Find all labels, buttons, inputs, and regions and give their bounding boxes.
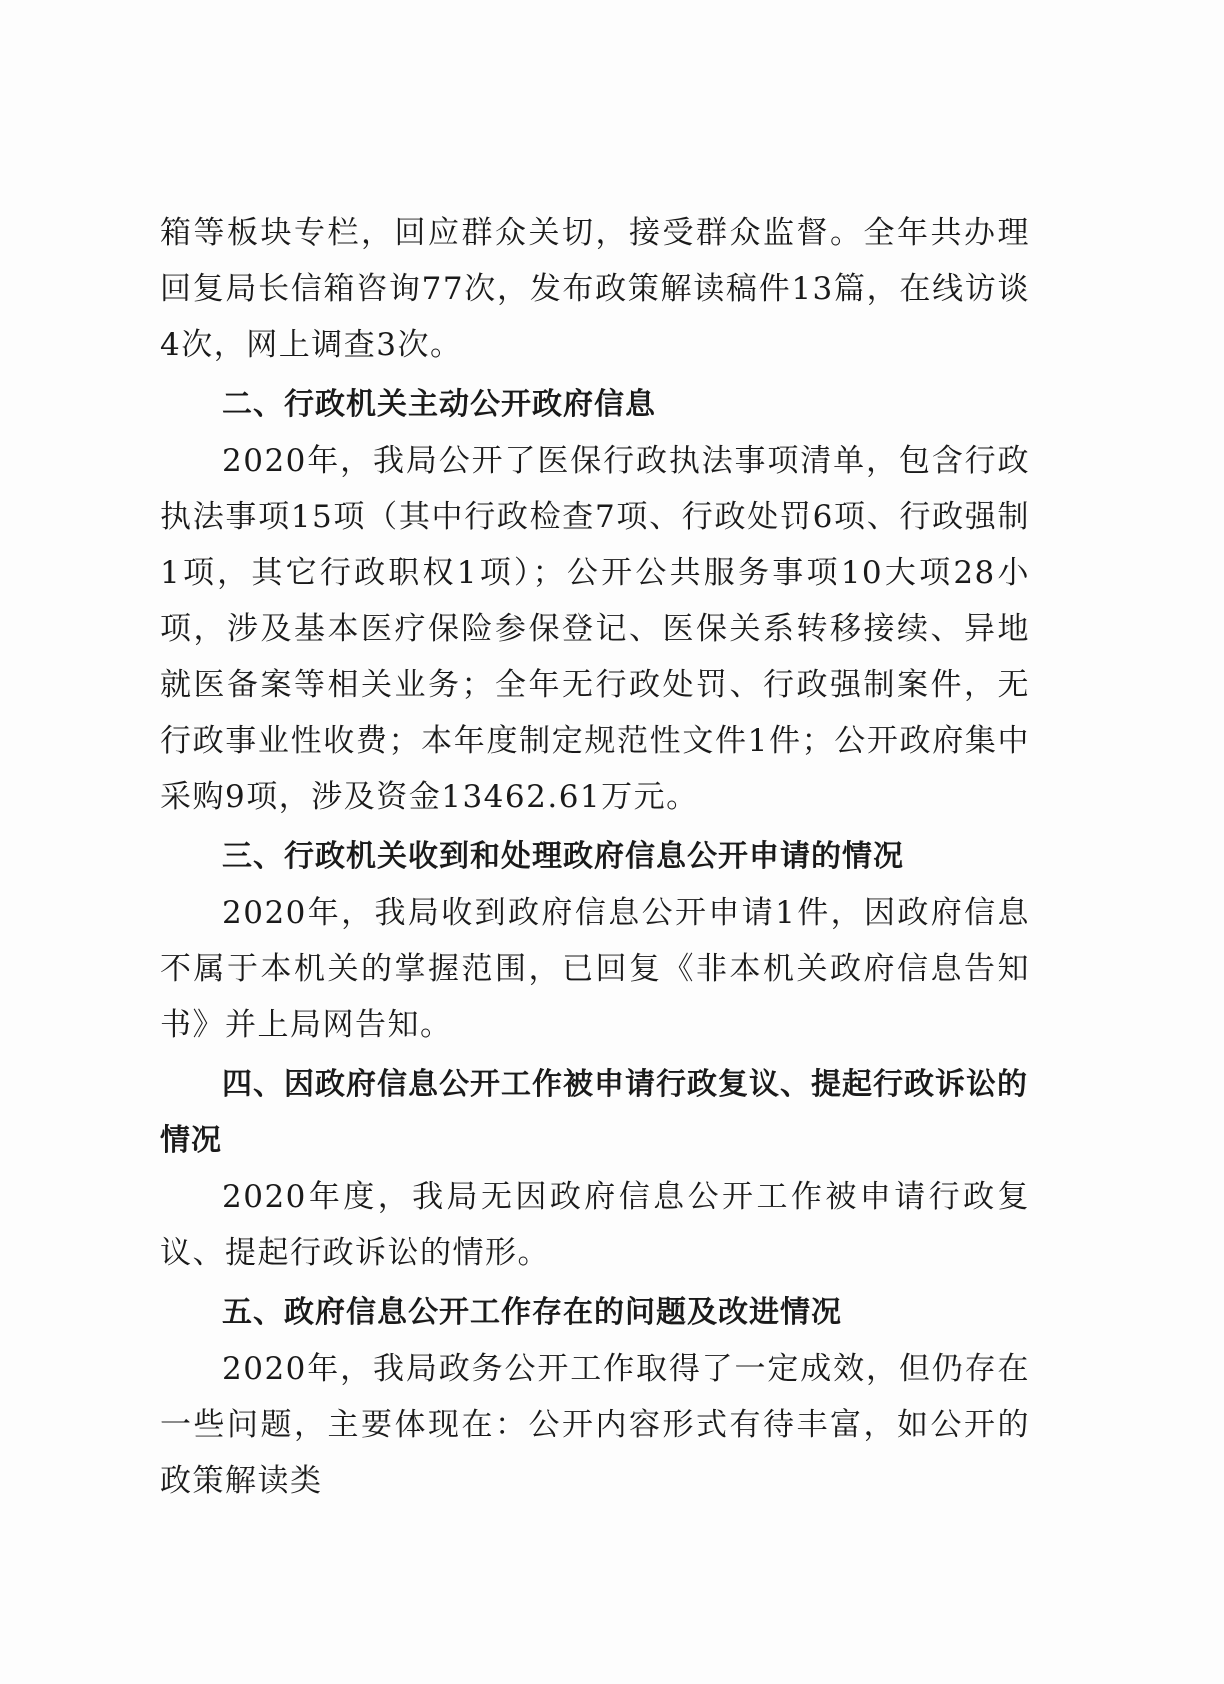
- section-heading-3: 三、行政机关收到和处理政府信息公开申请的情况: [222, 839, 904, 874]
- section-heading-4: 四、因政府信息公开工作被申请行政复议、提起行政诉讼的情况: [160, 1067, 1028, 1158]
- paragraph-section-5: 2020年，我局政务公开工作取得了一定成效，但仍存在一些问题，主要体现在：公开内容形式有待丰富，如公开的政策解读类: [160, 1351, 1030, 1499]
- paragraph-section-4: 2020年度，我局无因政府信息公开工作被申请行政复议、提起行政诉讼的情形。: [160, 1179, 1030, 1271]
- paragraph-continuation: 箱等板块专栏，回应群众关切，接受群众监督。全年共办理回复局长信箱咨询77次，发布政策解读稿件13篇，在线访谈4次，网上调查3次。: [160, 215, 1030, 363]
- section-heading-2: 二、行政机关主动公开政府信息: [222, 387, 656, 422]
- paragraph-section-2: 2020年，我局公开了医保行政执法事项清单，包含行政执法事项15项（其中行政检查7项、行政处罚6项、行政强制1项，其它行政职权1项）；公开公共服务事项10大项28小项，涉及基本医疗保险参保登记、医保关系转移接续、异地就医备案等相关业务；全年无行政处罚、行政强制案件，无行政事业性收费；本年度制定规范性文件1件；公开政府集中采购9项，涉及资金13462.61万元。: [160, 443, 1030, 815]
- section-heading-5: 五、政府信息公开工作存在的问题及改进情况: [222, 1295, 842, 1330]
- document-body: [160, 205, 1030, 1509]
- paragraph-section-3: 2020年，我局收到政府信息公开申请1件，因政府信息不属于本机关的掌握范围，已回复《非本机关政府信息告知书》并上局网告知。: [160, 895, 1030, 1043]
